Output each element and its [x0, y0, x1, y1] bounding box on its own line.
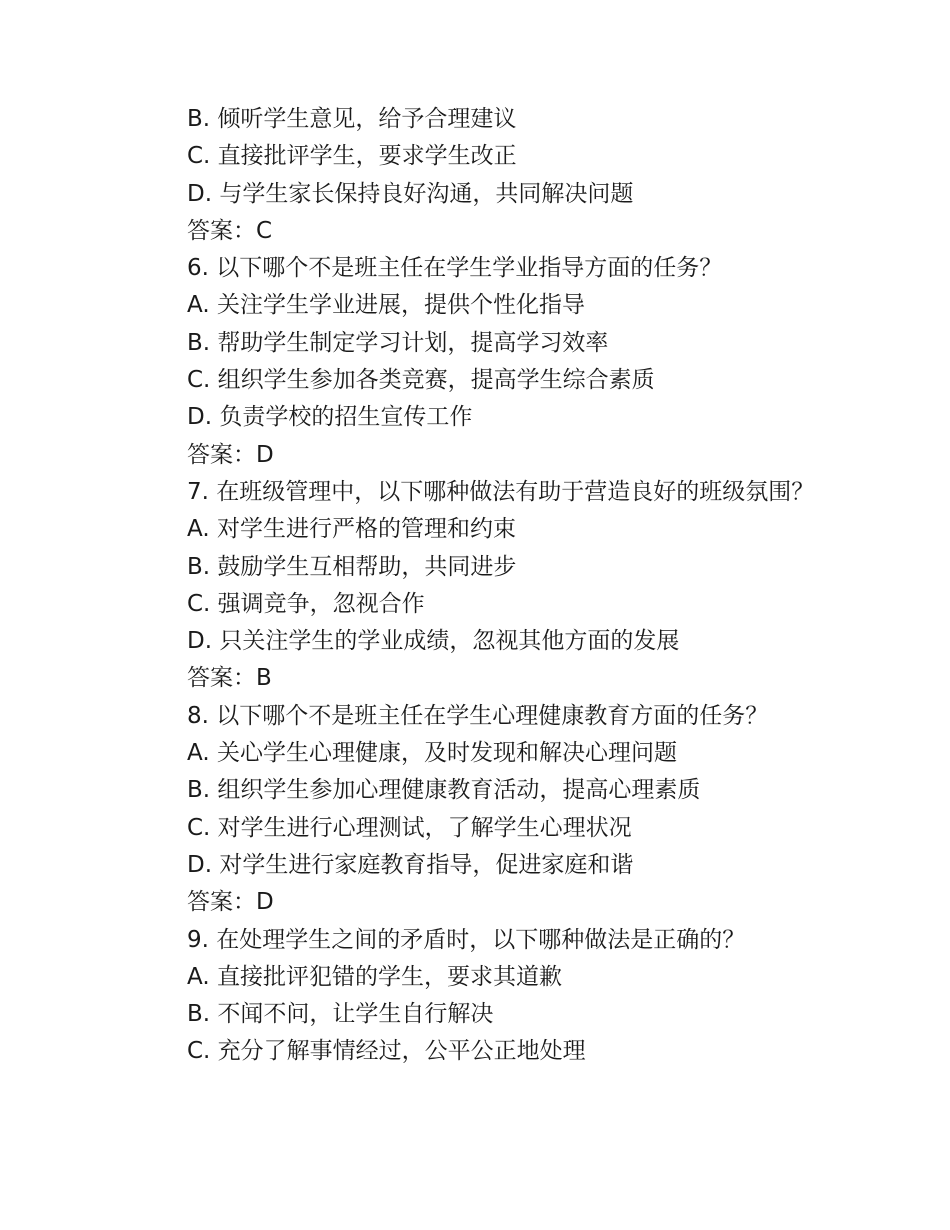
- q5-option-d: D. 与学生家长保持良好沟通，共同解决问题: [187, 180, 634, 207]
- q6-answer: 答案：D: [187, 441, 274, 468]
- q9-option-a: A. 直接批评犯错的学生，要求其道歉: [187, 963, 562, 990]
- q9-question: 9. 在处理学生之间的矛盾时，以下哪种做法是正确的？: [187, 926, 746, 953]
- q7-question: 7. 在班级管理中，以下哪种做法有助于营造良好的班级氛围？: [187, 478, 815, 505]
- q9-option-b: B. 不闻不问，让学生自行解决: [187, 1001, 494, 1028]
- q7-answer: 答案：B: [187, 665, 272, 692]
- q6-option-c: C. 组织学生参加各类竞赛，提高学生综合素质: [187, 367, 655, 394]
- q8-option-b: B. 组织学生参加心理健康教育活动，提高心理素质: [187, 777, 701, 804]
- q8-question: 8. 以下哪个不是班主任在学生心理健康教育方面的任务？: [187, 702, 769, 729]
- q8-option-c: C. 对学生进行心理测试，了解学生心理状况: [187, 814, 632, 841]
- q5-answer: 答案：C: [187, 217, 273, 244]
- q5-option-b: B. 倾听学生意见，给予合理建议: [187, 106, 517, 132]
- q6-option-a: A. 关注学生学业进展，提供个性化指导: [187, 292, 585, 319]
- q5-option-c: C. 直接批评学生，要求学生改正: [187, 143, 517, 170]
- q9-option-c: C. 充分了解事情经过，公平公正地处理: [187, 1038, 586, 1065]
- q7-option-a: A. 对学生进行严格的管理和约束: [187, 516, 516, 543]
- q7-option-c: C. 强调竞争，忽视合作: [187, 590, 425, 617]
- q8-option-d: D. 对学生进行家庭教育指导，促进家庭和谐: [187, 851, 634, 878]
- q8-option-a: A. 关心学生心理健康，及时发现和解决心理问题: [187, 740, 677, 767]
- question-list: [140, 101, 830, 1071]
- q7-option-d: D. 只关注学生的学业成绩，忽视其他方面的发展: [187, 628, 680, 655]
- q6-option-d: D. 负责学校的招生宣传工作: [187, 404, 473, 431]
- q7-option-b: B. 鼓励学生互相帮助，共同进步: [187, 553, 517, 580]
- q6-option-b: B. 帮助学生制定学习计划，提高学习效率: [187, 329, 609, 356]
- q6-question: 6. 以下哪个不是班主任在学生学业指导方面的任务？: [187, 255, 723, 282]
- q8-answer: 答案：D: [187, 889, 274, 916]
